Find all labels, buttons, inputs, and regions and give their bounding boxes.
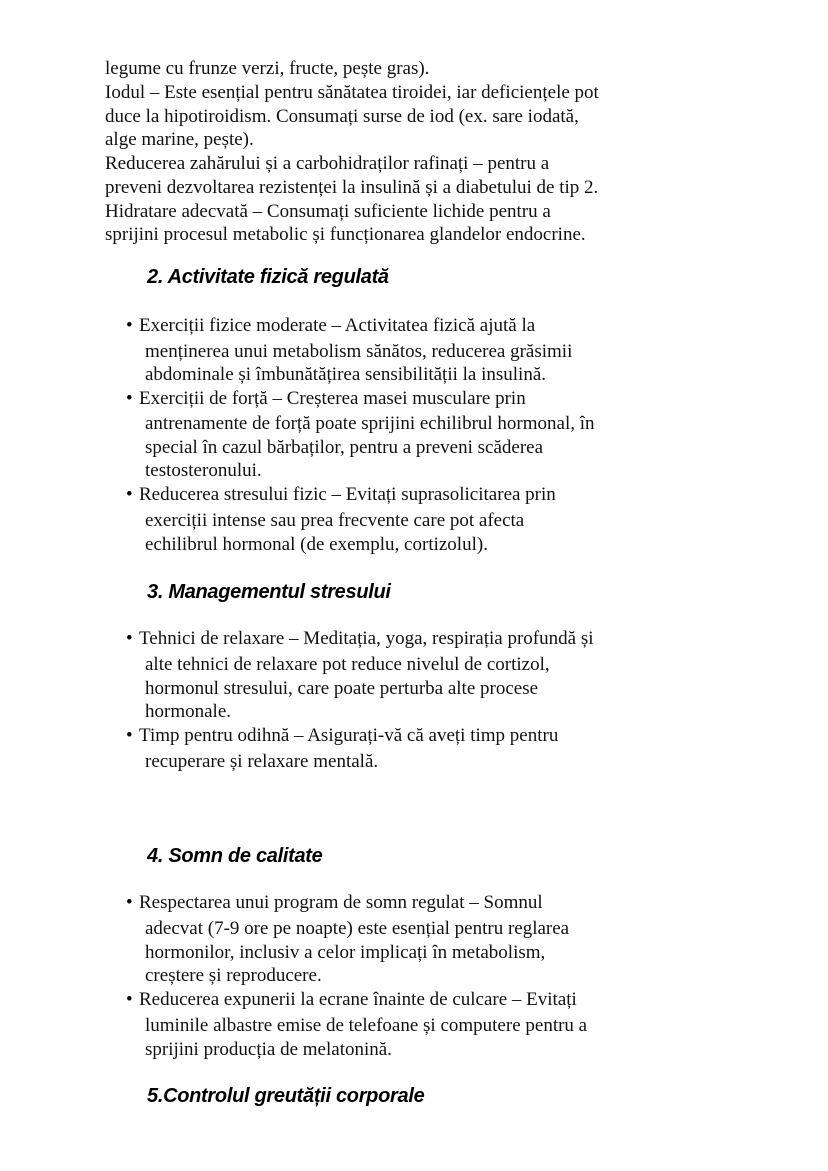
bullet-text-line: alte tehnici de relaxare pot reduce nivelul de cortizol, — [145, 654, 550, 675]
bullet-text-line: exerciții intense sau prea frecvente care pot afecta — [145, 510, 525, 531]
bullet-icon: • — [126, 989, 133, 1010]
bullet-icon: • — [126, 892, 133, 913]
paragraph-line: alge marine, pește). — [105, 129, 254, 150]
bullet-text-line: abdominale și îmbunătățirea sensibilității la insulină. — [145, 364, 547, 385]
bullet-text-line: creștere și reproducere. — [145, 965, 322, 986]
bullet-text-line: Timp pentru odihnă – Asigurați-vă că aveți timp pentru — [139, 725, 559, 746]
bullet-icon: • — [126, 484, 133, 505]
paragraph-line: Hidratare adecvată – Consumați suficiente lichide pentru a — [105, 201, 551, 222]
bullet-text-line: hormonale. — [145, 701, 232, 722]
bullet-icon: • — [126, 388, 133, 409]
bullet-text-line: Tehnici de relaxare – Meditația, yoga, respirația profundă și — [139, 628, 594, 649]
bullet-text-line: Reducerea expunerii la ecrane înainte de culcare – Evitați — [139, 989, 577, 1010]
section-heading: 5.Controlul greutății corporale — [147, 1085, 425, 1107]
bullet-text-line: Reducerea stresului fizic – Evitați suprasolicitarea prin — [139, 484, 556, 505]
bullet-text-line: Exerciții de forță – Creșterea masei musculare prin — [139, 388, 526, 409]
paragraph-line: legume cu frunze verzi, fructe, pește gras). — [105, 58, 430, 79]
paragraph-line: preveni dezvoltarea rezistenței la insulină și a diabetului de tip 2. — [105, 177, 599, 198]
bullet-text-line: recuperare și relaxare mentală. — [145, 751, 379, 772]
bullet-text-line: hormonul stresului, care poate perturba alte procese — [145, 678, 539, 699]
bullet-text-line: special în cazul bărbaților, pentru a preveni scăderea — [145, 437, 544, 458]
bullet-text-line: Exerciții fizice moderate – Activitatea fizică ajută la — [139, 315, 536, 336]
bullet-text-line: sprijini producția de melatonină. — [145, 1039, 392, 1060]
paragraph-line: sprijini procesul metabolic și funcționarea glandelor endocrine. — [105, 224, 586, 245]
bullet-text-line: hormonilor, inclusiv a celor implicați în metabolism, — [145, 942, 546, 963]
paragraph-line: duce la hipotiroidism. Consumați surse de iod (ex. sare iodată, — [105, 106, 579, 127]
bullet-icon: • — [126, 725, 133, 746]
bullet-text-line: Respectarea unui program de somn regulat – Somnul — [139, 892, 543, 913]
section-heading: 3. Managementul stresului — [147, 581, 391, 603]
bullet-text-line: menținerea unui metabolism sănătos, reducerea grăsimii — [145, 341, 573, 362]
bullet-icon: • — [126, 628, 133, 649]
bullet-text-line: echilibrul hormonal (de exemplu, cortizolul). — [145, 534, 488, 555]
section-heading: 2. Activitate fizică regulată — [147, 266, 389, 288]
section-heading: 4. Somn de calitate — [147, 845, 323, 867]
bullet-text-line: antrenamente de forță poate sprijini echilibrul hormonal, în — [145, 413, 595, 434]
bullet-text-line: adecvat (7-9 ore pe noapte) este esențial pentru reglarea — [145, 918, 570, 939]
bullet-text-line: testosteronului. — [145, 460, 262, 481]
bullet-icon: • — [126, 315, 133, 336]
paragraph-line: Iodul – Este esențial pentru sănătatea tiroidei, iar deficiențele pot — [105, 82, 599, 103]
bullet-text-line: luminile albastre emise de telefoane și computere pentru a — [145, 1015, 588, 1036]
paragraph-line: Reducerea zahărului și a carbohidraților rafinați – pentru a — [105, 153, 550, 174]
